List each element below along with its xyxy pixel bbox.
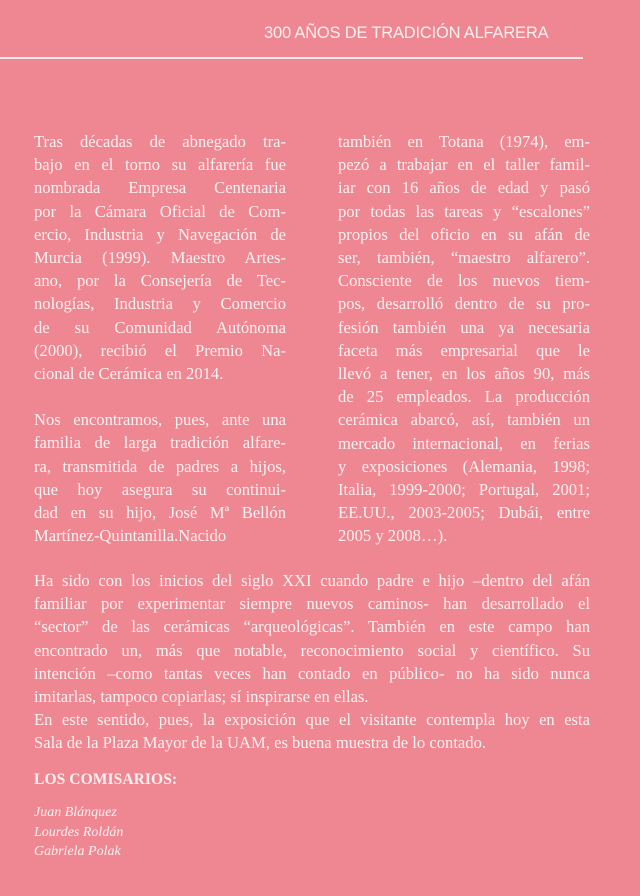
text-line: familiar por experimentar siempre nuevos caminos- han desarrollado el <box>34 594 590 614</box>
text-line: nombrada Empresa Centenaria <box>34 178 286 198</box>
text-line: cerámica abarcó, así, también un <box>338 410 590 430</box>
text-line: fesión también una ya necesaria <box>338 317 590 337</box>
text-line: Martínez-Quintanilla.Nacido <box>34 526 227 546</box>
left-paragraph-1 <box>34 130 286 385</box>
text-line: ano, por la Consejería de Tec- <box>34 271 286 291</box>
text-line: Murcia (1999). Maestro Artes- <box>34 248 286 268</box>
text-line: (2000), recibió el Premio Na- <box>34 340 286 360</box>
right-column <box>338 130 590 548</box>
text-line: llevó a tener, en los años 90, más <box>338 364 590 384</box>
right-paragraph-1 <box>338 130 590 548</box>
text-line: y exposiciones (Alemania, 1998; <box>338 456 590 476</box>
text-line: propios del oficio en su afán de <box>338 224 590 244</box>
curator-name: Lourdes Roldán <box>34 824 124 840</box>
text-line: imitarlas, tampoco copiarlas; sí inspirarse en ellas. <box>34 687 369 707</box>
text-line: Ha sido con los inicios del siglo XXI cuando padre e hijo –dentro del afán <box>34 571 590 590</box>
curators-heading: LOS COMISARIOS: <box>34 771 178 788</box>
text-line: pezó a trabajar en el taller famil- <box>338 155 590 175</box>
text-line: nologías, Industria y Comercio <box>34 294 286 314</box>
left-column <box>34 130 286 547</box>
text-line: Sala de la Plaza Mayor de la UAM, es buena muestra de lo contado. <box>34 733 487 753</box>
left-paragraph-2 <box>34 408 286 547</box>
text-line: cional de Cerámica en 2014. <box>34 364 224 384</box>
text-line: que hoy asegura su continui- <box>34 479 286 499</box>
curators-list <box>34 803 123 862</box>
header-divider <box>0 57 583 59</box>
text-line: Consciente de los nuevos tiem- <box>338 271 590 291</box>
text-line: por todas las tareas y “escalones” <box>338 201 590 221</box>
text-line: 2005 y 2008…). <box>338 526 448 546</box>
text-line: mercado internacional, en ferias <box>338 433 590 453</box>
text-line: encontrado un, más que notable, reconocimiento social y científico. Su <box>34 640 590 660</box>
text-line: pos, desarrolló dentro de su pro- <box>338 294 590 314</box>
text-line: por la Cámara Oficial de Com- <box>34 201 286 221</box>
text-line: EE.UU., 2003-2005; Dubái, entre <box>338 503 590 523</box>
full-width-paragraph <box>34 569 590 755</box>
text-line: faceta más empresarial que le <box>338 340 590 360</box>
page-header-title: 300 AÑOS DE TRADICIÓN ALFARERA <box>264 24 549 42</box>
text-line: familia de larga tradición alfare- <box>34 433 286 453</box>
text-line: ser, también, “maestro alfarero”. <box>338 248 590 268</box>
text-line: dad en su hijo, José Mª Bellón <box>34 503 286 523</box>
text-line: también en Totana (1974), em- <box>338 132 590 151</box>
text-line: intención –como tantas veces han contado en público- no ha sido nunca <box>34 663 590 683</box>
text-line: de 25 empleados. La producción <box>338 387 590 407</box>
curator-name: Gabriela Polak <box>34 844 121 859</box>
text-line: iar con 16 años de edad y pasó <box>338 178 590 198</box>
text-line: ercio, Industria y Navegación de <box>34 224 286 244</box>
text-line: ra, transmitida de padres a hijos, <box>34 456 286 476</box>
text-line: Tras décadas de abnegado tra- <box>34 132 286 151</box>
text-line: de su Comunidad Autónoma <box>34 317 286 337</box>
curator-name: Juan Blánquez <box>34 805 117 820</box>
text-line: En este sentido, pues, la exposición que el visitante contempla hoy en esta <box>34 710 590 730</box>
text-line: “sector” de las cerámicas “arqueológicas”. También en este campo han <box>34 617 590 637</box>
text-line: Italia, 1999-2000; Portugal, 2001; <box>338 480 590 500</box>
text-line: bajo en el torno su alfarería fue <box>34 155 286 175</box>
text-line: Nos encontramos, pues, ante una <box>34 410 286 430</box>
